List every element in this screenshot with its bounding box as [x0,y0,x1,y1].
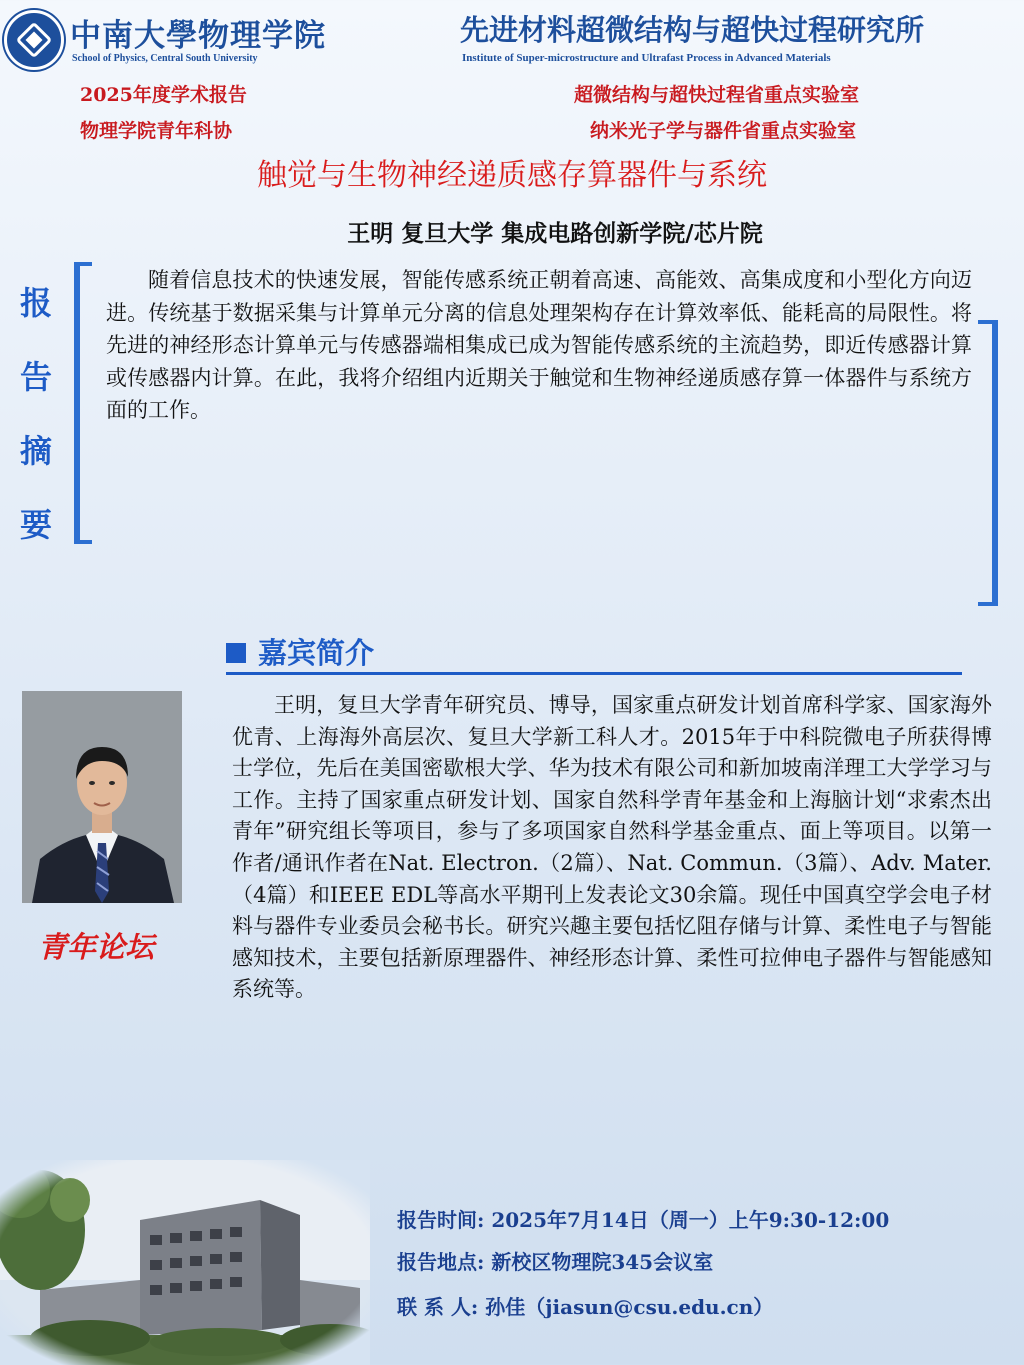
abstract-text: 随着信息技术的快速发展，智能传感系统正朝着高速、高能效、高集成度和小型化方向迈进。传统基于数据采集与计算单元分离的信息处理架构存在计算效率低、能耗高的局限性。将先进的神经形态计算单元与传感器端相集成已成为智能传感系统的主流趋势，即近传感器计算或传感器内计算。在此，我将介绍组内近期关于触觉和生物神经递质感存算一体器件与系统方面的工作。 [106,268,972,422]
abstract-label-char: 告 [19,358,52,396]
speaker-line: 王明 复旦大学 集成电路创新学院/芯片院 [347,221,763,247]
university-name: 中南大學物理学院 [70,18,326,54]
section-bullet-icon [226,643,246,663]
speaker-bio: 王明，复旦大学青年研究员、博导，国家重点研发计划首席科学家、国家海外优青、上海海外高层次、复旦大学新工科人才。2015年于中科院微电子所获得博士学位，先后在美国密歇根大学、华为技术有限公司和新加坡南洋理工大学学习与工作。主持了国家重点研发计划、国家自然科学青年基金和上海脑计划“求索杰出青年”研究组长等项目，参与了多项国家自然科学基金重点、面上等项目。以第一作者/通讯作者在Nat. Electron.（2篇）、Nat. Commun.（3篇）、Adv. Mater.（4篇）和IEEE EDL等高水平期刊上发表论文30余篇。现任中国真空学会电子材料与器件专业委员会秘书长。研究兴趣主要包括忆阻存储与计算、柔性电子与智能感知技术，主要包括新原理器件、神经形态计算、柔性可拉伸电子器件与智能感知系统等。 [232,693,992,1002]
campus-building-image [0,1160,370,1365]
forum-label: 青年论坛 [38,930,155,964]
right-bracket [978,320,998,606]
contact-info: 联 系 人: 孙佳（jiasun@csu.edu.cn） [397,1295,774,1319]
university-logo [4,10,64,70]
organizer-line: 物理学院青年科协 [80,120,233,142]
institute-name-en: Institute of Super-microstructure and Ultrafast Process in Advanced Materials [462,52,831,64]
talk-time: 报告时间: 2025年7月14日（周一）上午9:30-12:00 [397,1208,890,1232]
abstract-label-char: 报 [19,284,52,322]
lab-line-1: 超微结构与超快过程省重点实验室 [574,84,860,106]
abstract-label-char: 摘 [19,432,52,470]
guest-heading: 嘉宾简介 [258,636,375,670]
talk-title: 触觉与生物神经递质感存算器件与系统 [257,158,767,193]
left-bracket [74,262,92,544]
abstract-label [14,266,58,562]
institute-name: 先进材料超微结构与超快过程研究所 [460,13,925,47]
abstract-label-char: 要 [19,506,52,544]
section-divider [226,672,962,675]
talk-location: 报告地点: 新校区物理院345会议室 [397,1250,714,1274]
report-year-line: 2025年度学术报告 [80,84,247,106]
lab-line-2: 纳米光子学与器件省重点实验室 [590,120,857,142]
speaker-photo [22,691,182,903]
university-name-en: School of Physics, Central South University [72,53,258,64]
